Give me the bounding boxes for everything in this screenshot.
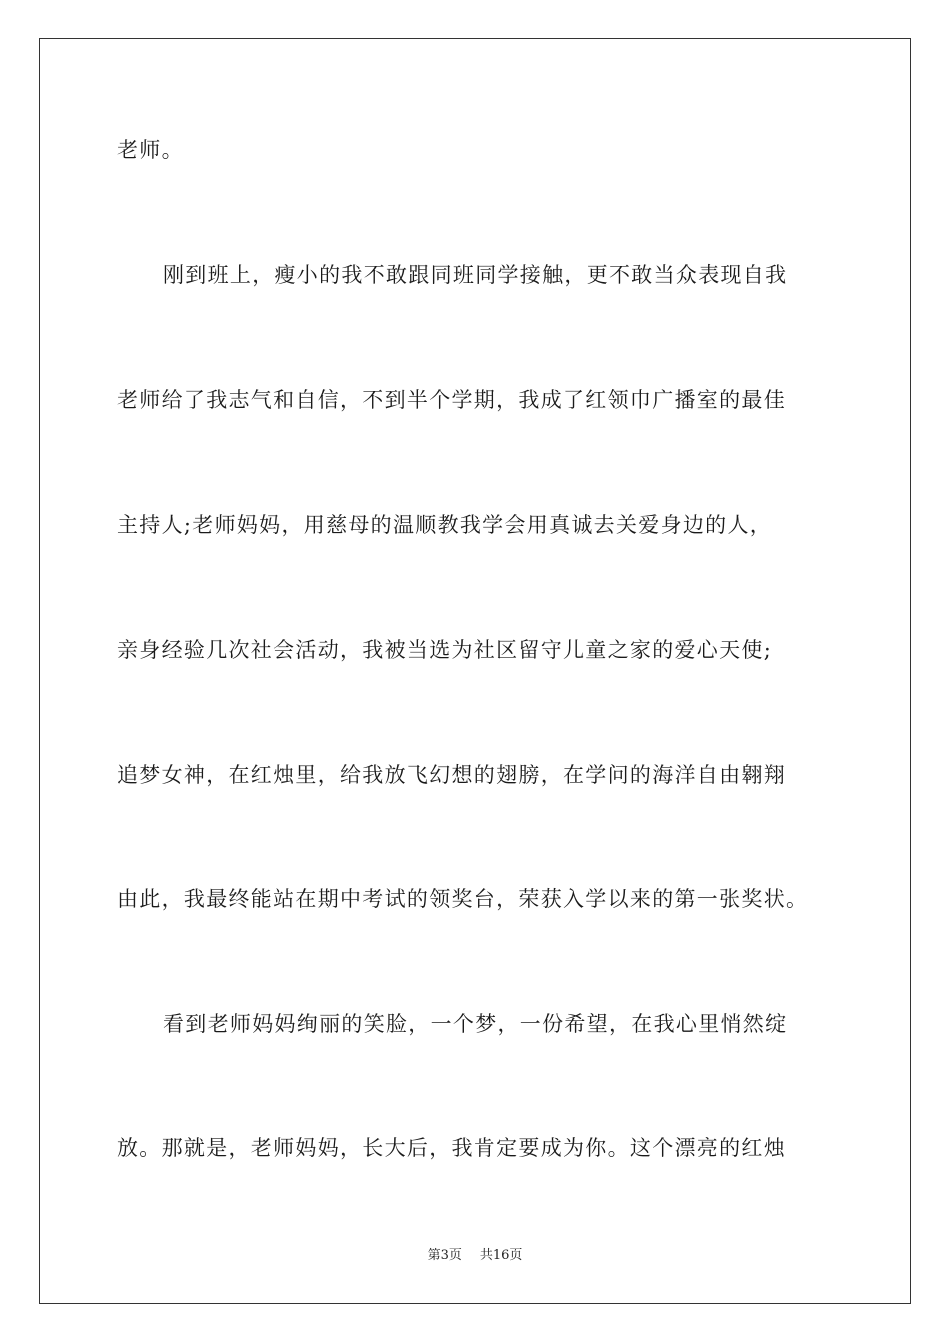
text-line-2: 刚到班上，瘦小的我不敢跟同班同学接触，更不敢当众表现自我 (163, 263, 788, 287)
text-line-4: 主持人;老师妈妈，用慈母的温顺教我学会用真诚去关爱身边的人， (117, 513, 773, 537)
text-line-5: 亲身经验几次社会活动，我被当选为社区留守儿童之家的爱心天使; (117, 638, 773, 662)
text-line-9: 放。那就是，老师妈妈，长大后，我肯定要成为你。这个漂亮的红烛 (117, 1136, 786, 1160)
text-line-3: 老师给了我志气和自信，不到半个学期，我成了红领巾广播室的最佳 (117, 388, 786, 412)
page-number: 第3页 (427, 1248, 462, 1263)
page-border (39, 38, 911, 1304)
total-pages: 共16页 (479, 1248, 523, 1263)
text-line-1: 老师。 (117, 138, 184, 162)
page-footer (0, 1248, 950, 1264)
text-line-7: 由此，我最终能站在期中考试的领奖台，荣获入学以来的第一张奖状。 (117, 887, 809, 911)
text-line-6: 追梦女神，在红烛里，给我放飞幻想的翅膀，在学问的海洋自由翱翔 (117, 763, 786, 787)
text-line-8: 看到老师妈妈绚丽的笑脸，一个梦，一份希望，在我心里悄然绽 (163, 1012, 788, 1036)
